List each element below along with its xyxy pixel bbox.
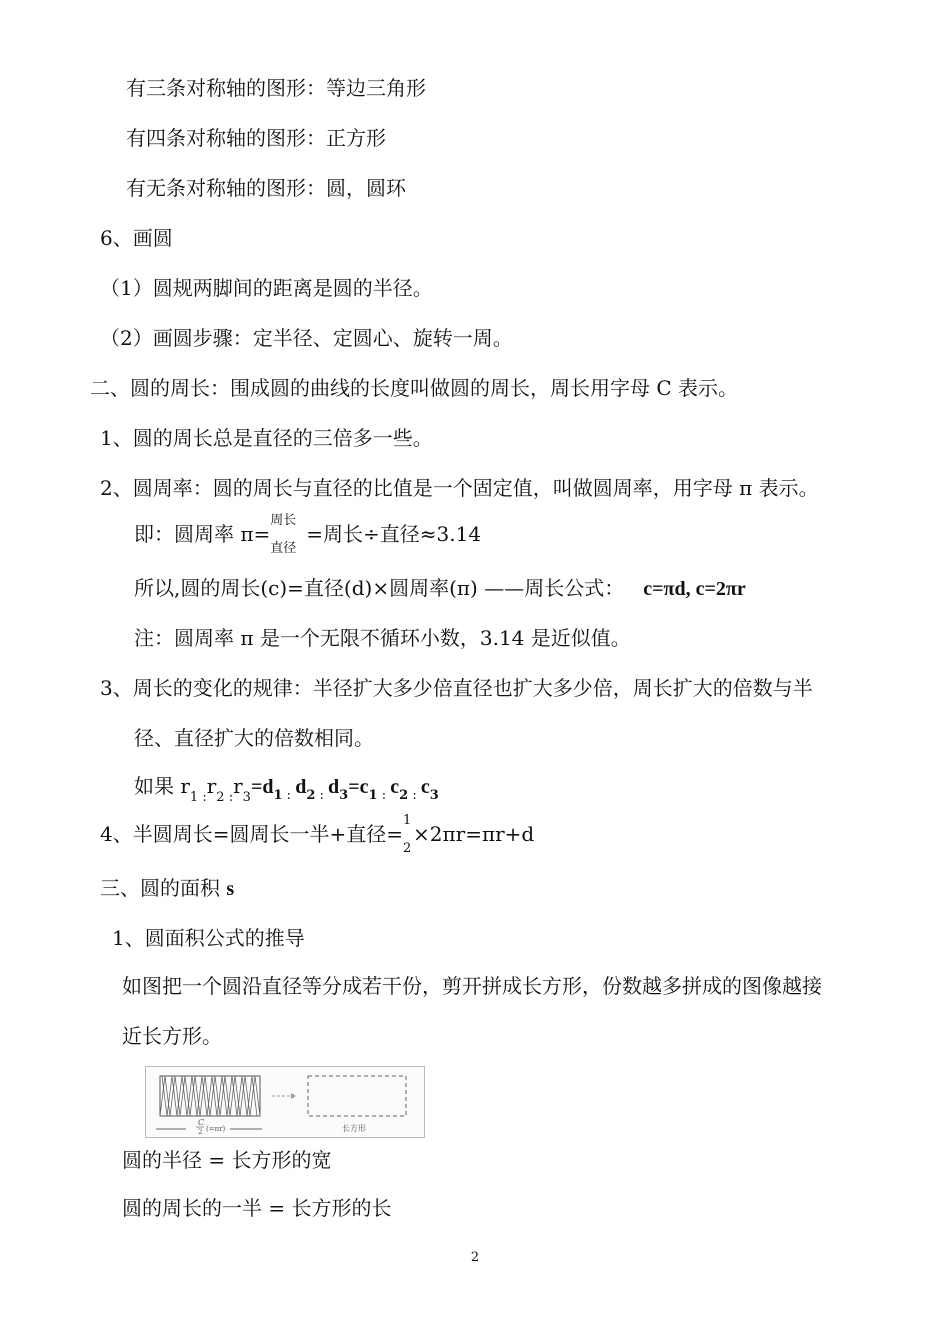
section-heading: 6、画圆 bbox=[100, 226, 173, 250]
ratio-c: c bbox=[420, 776, 430, 798]
text-line: 3、周长的变化的规律：半径扩大多少倍直径也扩大多少倍，周长扩大的倍数与半 bbox=[100, 676, 813, 700]
sector-zigzag bbox=[160, 1076, 260, 1116]
arrow-head bbox=[291, 1093, 296, 1099]
ratio-r: r bbox=[206, 774, 217, 798]
text-line: 1、圆面积公式的推导 bbox=[112, 926, 305, 950]
semicircle-suffix: ×2πr=πr+d bbox=[413, 822, 535, 846]
ratio-sub: 3 bbox=[339, 788, 349, 803]
ratio-sub: 1 : bbox=[368, 788, 387, 803]
text-line: 有三条对称轴的图形：等边三角形 bbox=[126, 76, 426, 100]
text-line: 如图把一个圆沿直径等分成若干份，剪开拼成长方形，份数越多拼成的图像越接 bbox=[122, 974, 822, 998]
semicircle-line bbox=[100, 813, 535, 856]
text-line: （1）圆规两脚间的距离是圆的半径。 bbox=[100, 276, 433, 300]
text-line: 圆的周长的一半 = 长方形的长 bbox=[122, 1196, 392, 1220]
figure-drawing bbox=[146, 1067, 424, 1137]
text-line: （2）画圆步骤：定半径、定圆心、旋转一周。 bbox=[100, 326, 513, 350]
figure-label-2: 2 bbox=[198, 1128, 203, 1136]
ratio-sub: 2 : bbox=[216, 790, 234, 805]
ratio-d: d bbox=[262, 776, 274, 798]
ratio-d: d bbox=[295, 776, 307, 798]
fraction bbox=[270, 513, 306, 556]
ratio-r: r bbox=[233, 774, 243, 798]
ratio-line bbox=[134, 774, 439, 805]
fraction-numerator: 1 bbox=[403, 813, 412, 828]
ratio-r: r bbox=[180, 774, 190, 798]
ratio-eq: = bbox=[348, 776, 360, 798]
page-number: 2 bbox=[470, 1250, 480, 1265]
figure-label-rect: 长方形 bbox=[342, 1124, 366, 1133]
pi-definition-line bbox=[134, 513, 482, 556]
fraction-numerator: 周长 bbox=[270, 513, 297, 528]
rectangle-outline bbox=[308, 1076, 406, 1116]
figure-label-pir: (=πr) bbox=[206, 1125, 226, 1133]
ratio-d: d bbox=[328, 776, 340, 798]
text-line: 2、圆周率：圆的周长与直径的比值是一个固定值，叫做圆周率，用字母 π 表示。 bbox=[100, 476, 819, 500]
ratio-sub: 3 bbox=[242, 790, 251, 805]
text-line: 有无条对称轴的图形：圆，圆环 bbox=[126, 176, 406, 200]
area-derivation-figure bbox=[145, 1066, 425, 1138]
area-heading-text: 三、圆的面积 bbox=[100, 876, 227, 900]
ratio-sub: 1 : bbox=[189, 790, 207, 805]
ratio-sub: 1 : bbox=[273, 788, 292, 803]
text-line: 有四条对称轴的图形：正方形 bbox=[126, 126, 386, 150]
fraction-denominator: 直径 bbox=[270, 541, 297, 556]
ratio-c: c bbox=[359, 776, 369, 798]
text-line: 近长方形。 bbox=[122, 1024, 222, 1048]
formula-bold: c=πd, c=2πr bbox=[643, 578, 746, 600]
text-line: 圆的半径 = 长方形的宽 bbox=[122, 1148, 332, 1172]
fraction-denominator: 2 bbox=[403, 841, 412, 856]
ratio-sub: 2 : bbox=[306, 788, 324, 803]
semicircle-prefix: 4、半圆周长=圆周长一半+直径= bbox=[100, 822, 403, 846]
ratio-eq: = bbox=[250, 776, 263, 798]
ratio-sub: 3 bbox=[429, 788, 439, 803]
formula-text: 所以,圆的周长(c)=直径(d)×圆周率(π) ——周长公式： bbox=[134, 576, 625, 600]
section-heading bbox=[100, 876, 234, 901]
text-line: 注：圆周率 π 是一个无限不循环小数，3.14 是近似值。 bbox=[134, 626, 631, 650]
ratio-c: c bbox=[390, 776, 400, 798]
pi-suffix: =周长÷直径≈3.14 bbox=[306, 522, 482, 546]
text-line: 径、直径扩大的倍数相同。 bbox=[134, 726, 374, 750]
ratio-prefix: 如果 bbox=[134, 774, 181, 798]
fraction bbox=[403, 813, 413, 856]
text-line: 1、圆的周长总是直径的三倍多一些。 bbox=[100, 426, 433, 450]
figure-label-c: C bbox=[198, 1118, 205, 1127]
section-heading: 二、圆的周长：围成圆的曲线的长度叫做圆的周长，周长用字母 C 表示。 bbox=[90, 376, 739, 400]
circumference-formula-line bbox=[134, 576, 746, 601]
ratio-sub: 2 : bbox=[399, 788, 417, 803]
pi-prefix: 即：圆周率 π= bbox=[134, 522, 271, 546]
area-heading-s: s bbox=[226, 878, 235, 900]
